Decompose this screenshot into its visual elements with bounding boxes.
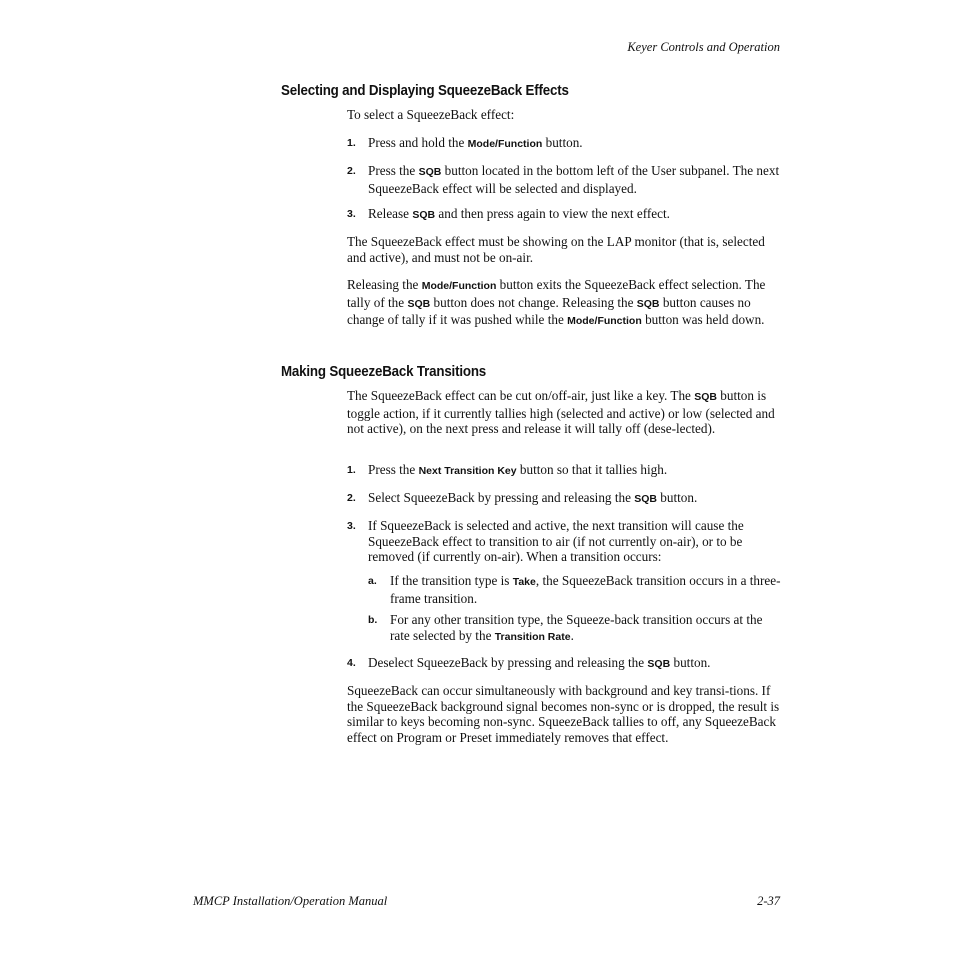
step-number: 2. <box>347 492 356 504</box>
step-text: Deselect SqueezeBack by pressing and releasing the SQB button. <box>368 655 711 670</box>
step-number: 1. <box>347 464 356 476</box>
section-title-transitions: Making SqueezeBack Transitions <box>281 364 487 380</box>
button-name: SQB <box>636 297 660 310</box>
substep-letter: b. <box>368 614 378 626</box>
step-text: If SqueezeBack is selected and active, the next transition will cause the SqueezeBack effect to transition to air (if not currently on-air), or to be removed (if currently on-air). When a transition occurs: <box>368 518 744 565</box>
substep-letter: a. <box>368 575 377 587</box>
step-text: Select SqueezeBack by pressing and releasing the SQB button. <box>368 490 698 505</box>
step-number: 2. <box>347 165 356 177</box>
button-name: Mode/Function <box>421 280 497 292</box>
button-name: SQB <box>694 391 717 403</box>
button-name: SQB <box>418 166 442 178</box>
footer-manual-title: MMCP Installation/Operation Manual <box>193 894 388 908</box>
step-number: 3. <box>347 208 356 220</box>
step-number: 1. <box>347 137 356 149</box>
step-number: 4. <box>347 657 356 669</box>
step-text: Release SQB and then press again to view the next effect. <box>368 206 670 221</box>
step-number: 3. <box>347 520 356 532</box>
section1-intro: To select a SqueezeBack effect: <box>347 107 515 122</box>
button-name: SQB <box>647 658 671 670</box>
substep-text: If the transition type is Take, the SqueezeBack transition occurs in a three-frame transition. <box>390 573 781 606</box>
step-text: Press the SQB button located in the bottom left of the User subpanel. The next SqueezeBack effect will be selected and displayed. <box>368 163 780 196</box>
button-name: SQB <box>412 209 436 221</box>
step-text: Press the Next Transition Key button so that it tallies high. <box>368 462 668 477</box>
button-name: SQB <box>407 297 431 310</box>
closing-paragraph: SqueezeBack can occur simultaneously with background and key transi-tions. If the SqueezeBack background signal becomes non-sync or is dropped, the result is similar to keys becoming non-sync. SqueezeBack tallies to off, any SqueezeBack effect on Program or Preset immediately removes that effect. <box>347 683 780 745</box>
step-text: Press and hold the Mode/Function button. <box>368 135 583 150</box>
button-name: Transition Rate <box>494 630 571 643</box>
paragraph: Releasing the Mode/Function button exits the SqueezeBack effect selection. The tally of the SQB button does not change. Releasing the SQB button causes no change of tally if it was pushed while the Mode/Function button was held down. <box>347 277 766 328</box>
button-name: Next Transition Key <box>418 465 517 477</box>
page-number: 2-37 <box>757 894 780 908</box>
paragraph: The SqueezeBack effect must be showing on the LAP monitor (that is, selected and active), and must not be on-air. <box>347 234 765 265</box>
section-title-selecting: Selecting and Displaying SqueezeBack Effects <box>281 83 569 99</box>
button-name: SQB <box>634 493 657 505</box>
button-name: Take <box>512 576 536 588</box>
button-name: Mode/Function <box>467 138 543 150</box>
running-head: Keyer Controls and Operation <box>627 40 780 54</box>
substep-text: For any other transition type, the Squeeze-back transition occurs at the rate selected by the Transition Rate. <box>390 612 763 643</box>
section2-intro: The SqueezeBack effect can be cut on/off-air, just like a key. The SQB button is toggle action, if it currently tallies high (selected and active) or low (selected and not active), on the next press and release it will tally off (dese-lected). <box>347 388 775 437</box>
button-name: Mode/Function <box>567 315 642 328</box>
